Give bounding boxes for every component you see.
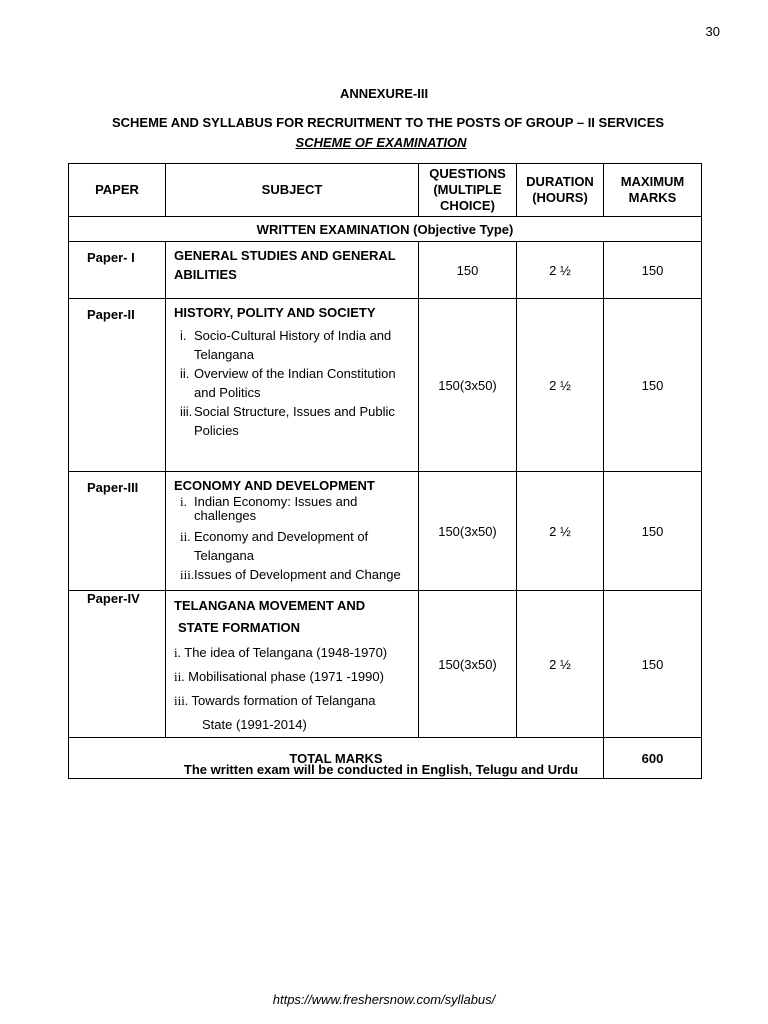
page-number: 30 bbox=[705, 24, 720, 39]
subject-title: HISTORY, POLITY AND SOCIETY bbox=[174, 305, 376, 320]
annexure-heading: ANNEXURE-III bbox=[339, 86, 429, 101]
marks-value: 150 bbox=[604, 299, 702, 472]
paper-label: Paper-IV bbox=[69, 591, 166, 738]
marks-value: 150 bbox=[604, 242, 702, 299]
duration-value: 2 ½ bbox=[517, 591, 604, 738]
list-item: iii. Towards formation of Telangana State (1991-2014) bbox=[174, 693, 376, 732]
questions-value: 150(3x50) bbox=[419, 472, 517, 591]
marks-value: 150 bbox=[604, 591, 702, 738]
header-paper: PAPER bbox=[69, 164, 166, 217]
header-marks: MAXIMUM MARKS bbox=[604, 164, 702, 217]
table-row bbox=[69, 242, 702, 299]
table-row bbox=[69, 472, 702, 591]
header-questions: QUESTIONS (MULTIPLE CHOICE) bbox=[419, 164, 517, 217]
questions-value: 150(3x50) bbox=[419, 299, 517, 472]
table-row bbox=[69, 299, 702, 472]
list-item: ii. Economy and Development of Telangana bbox=[180, 529, 369, 563]
total-marks-value: 600 bbox=[604, 738, 702, 779]
paper-label: Paper- I bbox=[69, 242, 166, 299]
subject-cell bbox=[166, 472, 419, 591]
header-subject: SUBJECT bbox=[166, 164, 419, 217]
topic-list bbox=[174, 326, 418, 440]
paper-label: Paper-II bbox=[69, 299, 166, 472]
questions-value: 150(3x50) bbox=[419, 591, 517, 738]
subject-cell bbox=[166, 299, 419, 472]
subject-cell bbox=[166, 242, 419, 299]
table-row bbox=[69, 591, 702, 738]
paper-label: Paper-III bbox=[69, 472, 166, 591]
list-item: i. The idea of Telangana (1948-1970) bbox=[174, 645, 388, 660]
duration-value: 2 ½ bbox=[517, 299, 604, 472]
scheme-table bbox=[68, 163, 702, 779]
written-exam-label: WRITTEN EXAMINATION (Objective Type) bbox=[69, 217, 702, 242]
topic-list bbox=[174, 641, 418, 737]
list-item: ii. Overview of the Indian Constitution and Politics bbox=[180, 366, 396, 400]
marks-value: 150 bbox=[604, 472, 702, 591]
subject-title: TELANGANA MOVEMENT AND STATE FORMATION bbox=[174, 598, 366, 635]
footer-note: The written exam will be conducted in English, Telugu and Urdu bbox=[183, 762, 579, 777]
list-item: iii. Issues of Development and Change bbox=[180, 567, 401, 582]
list-item: ii. Mobilisational phase (1971 -1990) bbox=[174, 669, 384, 684]
list-item: i. Socio-Cultural History of India and Telangana bbox=[180, 328, 392, 362]
subject-title: ECONOMY AND DEVELOPMENT bbox=[174, 478, 375, 493]
duration-value: 2 ½ bbox=[517, 472, 604, 591]
list-item: iii. Social Structure, Issues and Public Policies bbox=[180, 404, 395, 438]
total-marks-label: TOTAL MARKS bbox=[69, 738, 604, 779]
questions-value: 150 bbox=[419, 242, 517, 299]
table-header-row bbox=[69, 164, 702, 217]
subject-cell bbox=[166, 591, 419, 738]
subject-title: GENERAL STUDIES AND GENERAL ABILITIES bbox=[174, 248, 396, 282]
header-duration: DURATION (HOURS) bbox=[517, 164, 604, 217]
duration-value: 2 ½ bbox=[517, 242, 604, 299]
written-exam-row bbox=[69, 217, 702, 242]
topic-list bbox=[174, 495, 418, 584]
list-item: i. Indian Economy: Issues and challenges bbox=[180, 494, 358, 523]
page-title: SCHEME AND SYLLABUS FOR RECRUITMENT TO THE POSTS OF GROUP – II SERVICES bbox=[111, 115, 665, 130]
section-subtitle: SCHEME OF EXAMINATION bbox=[295, 135, 467, 150]
source-url: https://www.freshersnow.com/syllabus/ bbox=[272, 992, 496, 1007]
